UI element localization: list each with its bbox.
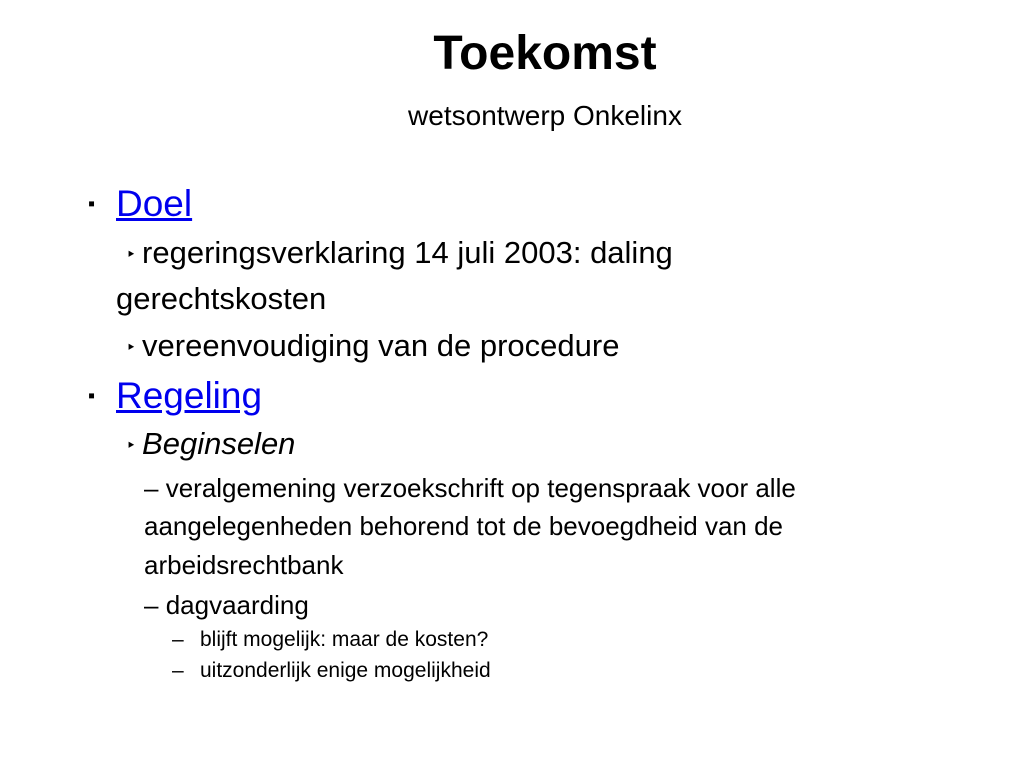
- sub-item-continuation: aangelegenheden behorend tot de bevoegdheid van de: [144, 511, 784, 541]
- slide-title: Toekomst: [433, 27, 657, 80]
- triangle-bullet-icon: ‣: [126, 338, 137, 357]
- section-doel: [88, 182, 193, 226]
- sub-item-dagvaarding: [144, 588, 309, 622]
- triangle-bullet-icon: ‣: [126, 436, 137, 455]
- sub-item-veralgemening: [144, 471, 796, 505]
- square-bullet-icon: ▪: [88, 385, 96, 407]
- dash-bullet-icon: –: [144, 590, 159, 620]
- sub-item-text: dagvaarding: [165, 590, 309, 620]
- list-item-text: regeringsverklaring 14 juli 2003: daling: [142, 235, 673, 270]
- list-item-vereenvoudiging: [126, 327, 619, 367]
- dash-bullet-icon: –: [172, 659, 184, 682]
- list-item-beginselen: [126, 425, 295, 465]
- list-item-continuation: gerechtskosten: [116, 281, 327, 316]
- triangle-bullet-icon: ‣: [126, 245, 137, 264]
- doel-link[interactable]: Doel: [116, 183, 193, 224]
- sub-sub-item-text: blijft mogelijk: maar de kosten?: [200, 628, 489, 651]
- sub-sub-item-uitzonderlijk: [172, 657, 491, 685]
- slide-subtitle: wetsontwerp Onkelinx: [408, 100, 682, 131]
- sub-sub-item-kosten: [172, 626, 488, 654]
- list-item-text: Beginselen: [142, 426, 296, 461]
- sub-item-text: veralgemening verzoekschrift op tegenspraak voor alle: [165, 473, 796, 503]
- dash-bullet-icon: –: [144, 473, 159, 503]
- square-bullet-icon: ▪: [88, 193, 96, 215]
- sub-item-continuation: arbeidsrechtbank: [144, 550, 344, 580]
- list-item-text: vereenvoudiging van de procedure: [142, 328, 620, 363]
- sub-sub-item-text: uitzonderlijk enige mogelijkheid: [200, 659, 491, 682]
- dash-bullet-icon: –: [172, 628, 184, 651]
- section-regeling: [88, 374, 263, 418]
- list-item-regeringsverklaring: [126, 234, 673, 274]
- regeling-link[interactable]: Regeling: [116, 375, 263, 416]
